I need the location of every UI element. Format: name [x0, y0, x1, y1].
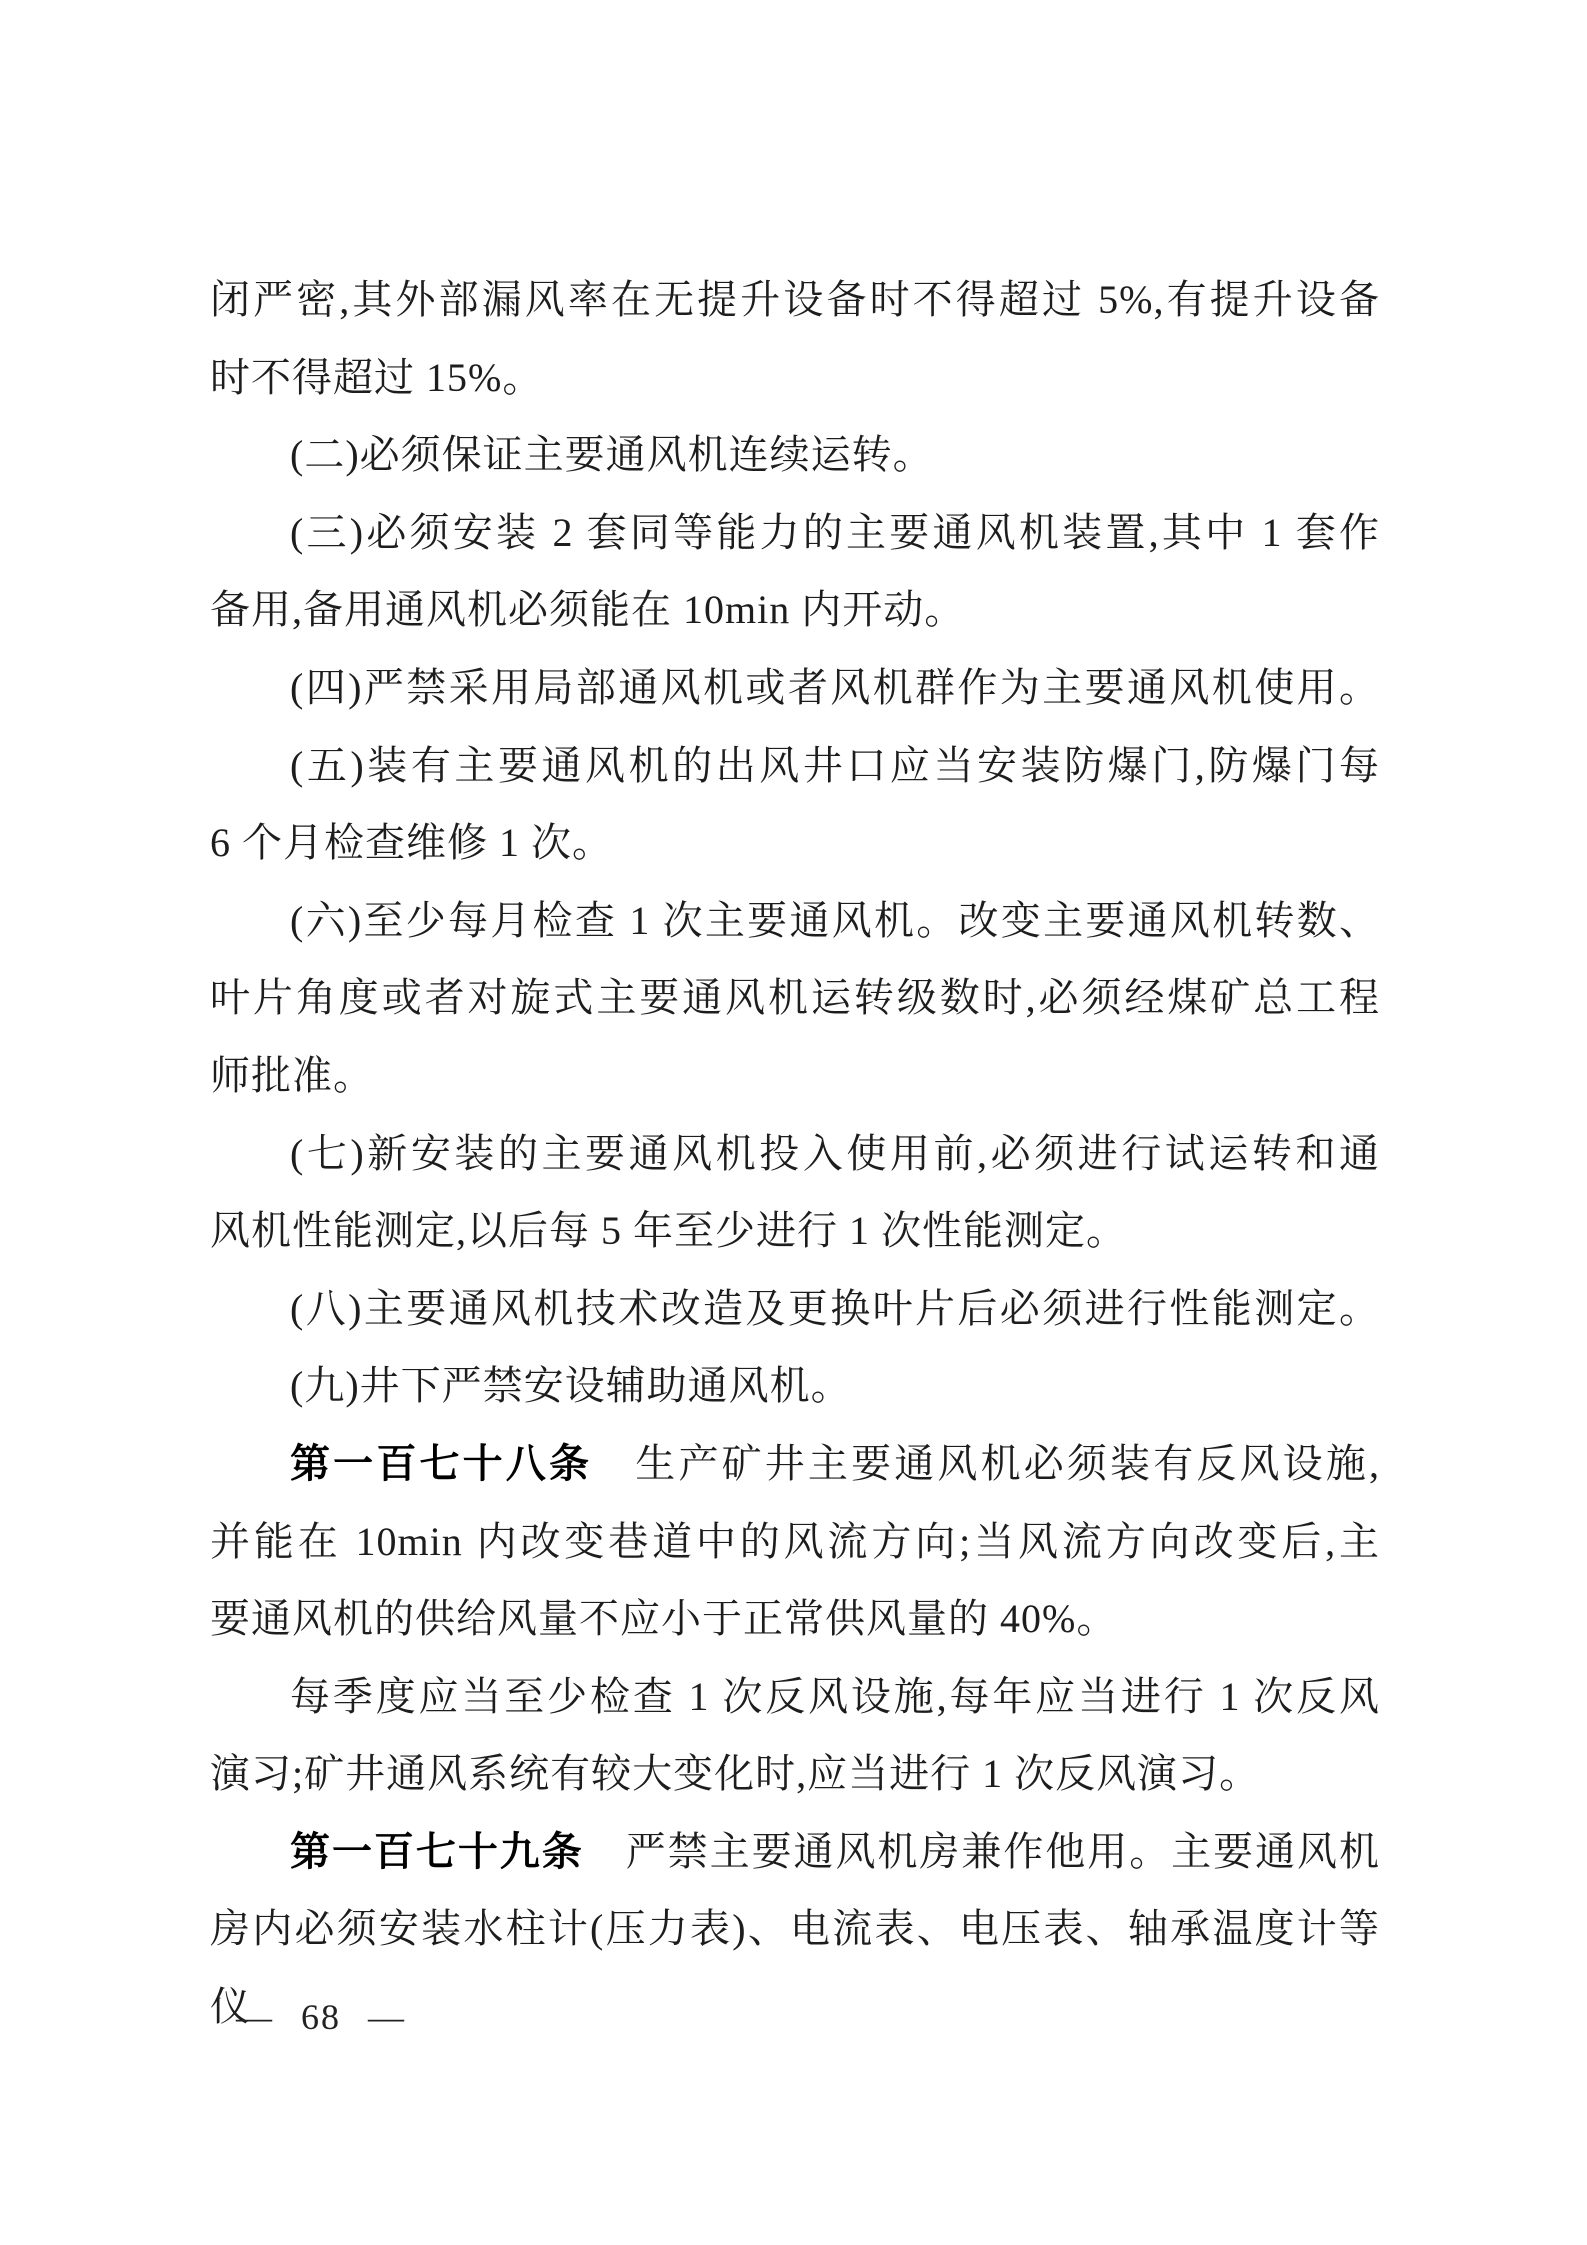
page-number: — 68 — — [236, 1997, 406, 2037]
article-178-text: 生产矿井主要通风机必须装有反风设施, — [592, 1440, 1381, 1486]
text-line: 时不得超过 15%。 — [210, 354, 544, 400]
text-line: 房内必须安装水柱计(压力表)、电流表、电压表、轴承温度计等仪 — [210, 1906, 1380, 2030]
text-line: (四)严禁采用局部通风机或者风机群作为主要通风机使用。 — [290, 664, 1380, 710]
text-line: 备用,备用通风机必须能在 10min 内开动。 — [210, 587, 966, 633]
text-line: 每季度应当至少检查 1 次反风设施,每年应当进行 1 次反风 — [290, 1673, 1380, 1719]
text-line: 并能在 10min 内改变巷道中的风流方向;当风流方向改变后,主 — [210, 1518, 1380, 1564]
text-line: (九)井下严禁安设辅助通风机。 — [290, 1363, 852, 1409]
article-179-text: 严禁主要通风机房兼作他用。主要通风机 — [583, 1828, 1381, 1874]
text-line: (二)必须保证主要通风机连续运转。 — [290, 432, 934, 478]
article-179-heading-line — [210, 1813, 1380, 1891]
text-line: 演习;矿井通风系统有较大变化时,应当进行 1 次反风演习。 — [210, 1751, 1261, 1797]
text-line: 6 个月检查维修 1 次。 — [210, 820, 613, 866]
text-line: 要通风机的供给风量不应小于正常供风量的 40%。 — [210, 1596, 1118, 1642]
text-line: (六)至少每月检查 1 次主要通风机。改变主要通风机转数、 — [290, 897, 1380, 943]
article-178-number: 第一百七十八条 — [290, 1441, 593, 1486]
text-line: 闭严密,其外部漏风率在无提升设备时不得超过 5%,有提升设备 — [210, 277, 1380, 322]
article-179-number: 第一百七十九条 — [290, 1829, 584, 1874]
text-line: 叶片角度或者对旋式主要通风机运转级数时,必须经煤矿总工程 — [210, 975, 1380, 1021]
article-178-heading-line — [210, 1425, 1380, 1503]
text-line: (三)必须安装 2 套同等能力的主要通风机装置,其中 1 套作 — [290, 509, 1380, 555]
text-line: 师批准。 — [210, 1052, 374, 1098]
text-line: (五)装有主要通风机的出风井口应当安装防爆门,防爆门每 — [290, 742, 1380, 788]
text-line: (七)新安装的主要通风机投入使用前,必须进行试运转和通 — [290, 1130, 1380, 1176]
text-line: 风机性能测定,以后每 5 年至少进行 1 次性能测定。 — [210, 1208, 1127, 1254]
text-line: (八)主要通风机技术改造及更换叶片后必须进行性能测定。 — [290, 1285, 1380, 1331]
